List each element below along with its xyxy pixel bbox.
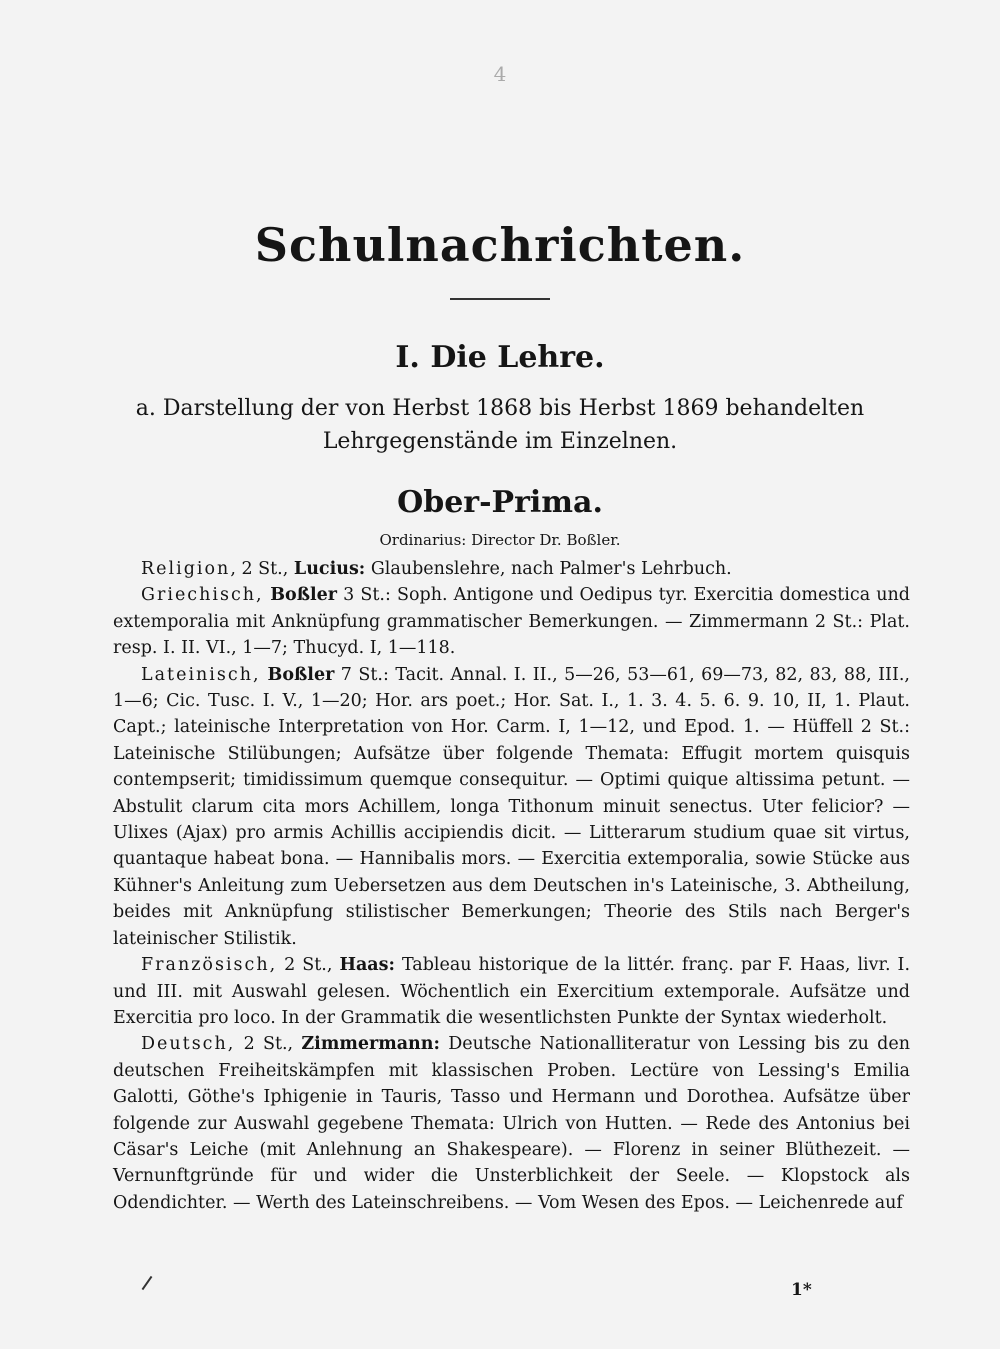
paragraph-deutsch (113, 1031, 910, 1216)
teacher-name: Zimmermann: (301, 1034, 440, 1055)
subject-name: Religion (141, 559, 231, 579)
class-title: Ober-Prima. (397, 485, 603, 520)
subsection-heading: a. Darstellung der von Herbst 1868 bis Herbst 1869 behandelten Lehrgegenstände im Einzelnen. (135, 396, 865, 454)
subject-name: Griechisch, (141, 585, 264, 606)
paragraph-griechisch (113, 582, 910, 661)
subject-name: Deutsch, (141, 1034, 236, 1055)
signature-mark: 1* (791, 1280, 812, 1300)
section-heading: I. Die Lehre. (395, 340, 605, 375)
ink-mark (142, 1276, 153, 1290)
subject-hours: 2 St., (235, 1034, 302, 1055)
page-number: 4 (493, 62, 507, 86)
title-divider (450, 298, 550, 300)
subject-hours: 2 St., (277, 955, 340, 976)
paragraph-text: 3 St.: Soph. Antigone und Oedipus tyr. Exercitia domestica und extemporalia mit Anknüpfung grammatischer Bemerkungen. — Zimmermann 2 St.: Plat. resp. I. II. VI., 1—7; Thucyd. I, 1—118. (113, 585, 911, 659)
teacher-name: Boßler (263, 585, 338, 606)
paragraph-text: Glaubenslehre, nach Palmer's Lehrbuch. (365, 559, 732, 579)
subject-name: Lateinisch, (141, 664, 261, 685)
paragraph-text: 7 St.: Tacit. Annal. I. II., 5—26, 53—61, 69—73, 82, 83, 88, III., 1—6; Cic. Tusc. I. V., 1—20; Hor. ars poet.; Hor. Sat. I., 1. 3. 4. 5. 6. 9. 10, II, 1. Plaut. Capt.; lateinische Interpretation von Hor. Carm. I, 1—12, und Epod. 1. — Hüffell 2 St.: Lateinische Stilübungen; Aufsätze über folgende Themata: Effugit mortem quisquis contempserit; timidissimum quemque consequitur. — Optimi quique altissima petunt. — Abstulit clarum cita mors Achillem, longa Tithonum minuit senectus. Uter felicior? — Ulixes (Ajax) pro armis Achillis accipiendis dicit. — Litterarum studium quae sit virtus, quantaque habeat bona. — Hannibalis mors. — Exercitia extemporalia, sowie Stücke aus Kühner's Anleitung zum Uebersetzen aus dem Deutschen in's Lateinische, 3. Abtheilung, beides mit Anknüpfung stilistischer Bemerkungen; Theorie des Stils nach Berger's lateinischer Stilistik. (113, 664, 910, 949)
teacher-name: Boßler (260, 664, 335, 685)
paragraph-franzoesisch (113, 952, 910, 1031)
paragraph-text: Tableau historique de la littér. franç. par F. Haas, livr. I. und III. mit Auswahl gelesen. Wöchentlich ein Exercitium extemporale. Aufsätze und Exercitia pro loco. In der Grammatik die wesentlichsten Punkte der Syntax wiederholt. (113, 955, 911, 1028)
paragraph-lateinisch (113, 662, 910, 952)
ordinarius-line: Ordinarius: Director Dr. Boßler. (379, 531, 621, 549)
subject-hours: , 2 St., (230, 559, 294, 579)
teacher-name: Lucius: (293, 559, 366, 579)
subject-name: Französisch, (141, 955, 278, 976)
body-text (113, 556, 910, 1216)
paragraph-religion (113, 556, 910, 582)
page-title: Schulnachrichten. (254, 218, 746, 272)
paragraph-text: Deutsche Nationalliteratur von Lessing bis zu den deutschen Freiheitskämpfen mit klassischen Proben. Lectüre von Lessing's Emilia Galotti, Göthe's Iphigenie in Tauris, Tasso und Hermann und Dorothea. Aufsätze über folgende zur Auswahl gegebene Themata: Ulrich von Hutten. — Rede des Antonius bei Cäsar's Leiche (mit Anlehnung an Shakespeare). — Florenz in seiner Blüthezeit. — Vernunftgründe für und wider die Unsterblichkeit der Seele. — Klopstock als Odendichter. — Werth des Lateinschreibens. — Vom Wesen des Epos. — Leichenrede auf (113, 1034, 910, 1213)
teacher-name: Haas: (339, 955, 395, 976)
